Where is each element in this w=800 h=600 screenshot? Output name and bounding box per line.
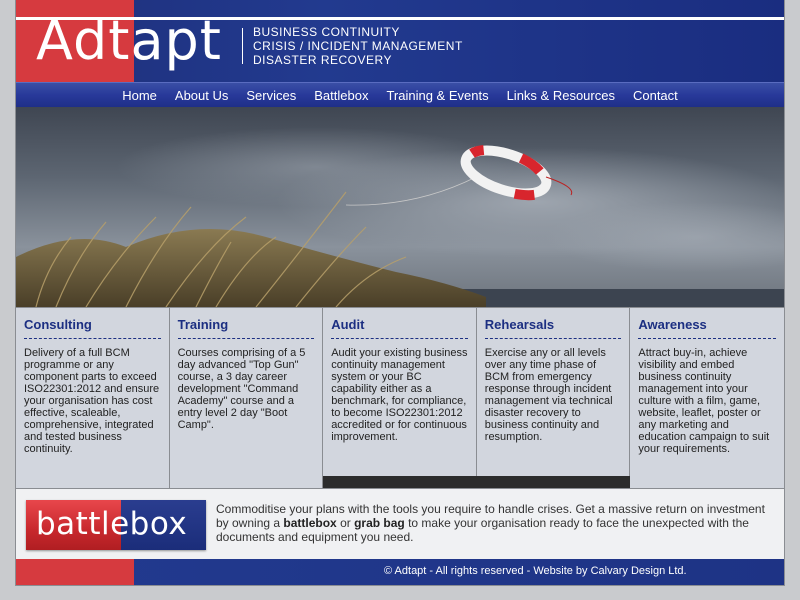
site-logo[interactable]: Adtapt [36, 9, 222, 72]
column-text: Exercise any or all levels over any time phase of BCM from emergency response through incident management via technical disaster recovery to business continuity and resumption. [484, 347, 613, 443]
battlebox-logo[interactable] [26, 500, 206, 550]
nav-links-resources[interactable]: Links & Resources [506, 87, 615, 103]
column-text: Delivery of a full BCM programme or any component parts to exceed ISO22301:2012 and ensure your organisation has cost effective, scaleable, comprehensive, integrated and tested business continuity. [24, 347, 160, 455]
column-title[interactable]: Training [178, 317, 315, 339]
battlebox-text-part: Commoditise your plans with the tools you require to handle crises. Get a massive return on investment by owning a [216, 502, 765, 530]
column-awareness [630, 308, 784, 489]
column-audit [323, 308, 477, 476]
tagline [253, 25, 463, 67]
nav-training-events[interactable]: Training & Events [386, 87, 489, 103]
column-title[interactable]: Audit [331, 317, 468, 339]
column-text: Attract buy-in, achieve visibility and embed business continuity management into your culture with a film, game, website, leaflet, poster or any marketing and education campaign to suit your requirements. [638, 347, 770, 455]
hero-lifebuoy-storm-image [16, 107, 784, 307]
column-training [170, 308, 324, 489]
column-text: Courses comprising of a 5 day advanced "Top Gun" course, a 3 day career development "Command Academy" course and a entry level 2 day "Boot Camp". [177, 347, 306, 431]
site-footer [16, 559, 784, 585]
hero-image [16, 107, 784, 307]
battlebox-text-part: to make your organisation ready to face the unexpected with the documents and equipment you need. [216, 516, 749, 544]
nav-about-us[interactable]: About Us [174, 87, 229, 103]
page [15, 0, 785, 586]
battlebox-description [216, 502, 774, 544]
column-rehearsals [477, 308, 631, 476]
tagline-line: BUSINESS CONTINUITY [253, 25, 400, 39]
column-consulting [16, 308, 170, 489]
logo-divider [242, 28, 243, 64]
column-title[interactable]: Awareness [638, 317, 776, 339]
footer-copyright: © Adtapt - All rights reserved - Website by Calvary Design Ltd. [384, 565, 687, 577]
column-title[interactable]: Consulting [24, 317, 161, 339]
site-header [16, 0, 784, 82]
battlebox-bold: battlebox [283, 516, 337, 530]
footer-red-block [16, 559, 134, 585]
tagline-line: CRISIS / INCIDENT MANAGEMENT [253, 39, 463, 53]
nav-home[interactable]: Home [122, 87, 157, 103]
tagline-line: DISASTER RECOVERY [253, 53, 392, 67]
nav-services[interactable]: Services [246, 87, 297, 103]
column-text: Audit your existing business continuity management system or your BC capability either as a benchmark, for compliance, to become ISO22301:2012 accredited or for continuous improvement. [331, 347, 468, 443]
main-nav [16, 82, 784, 108]
battlebox-promo [16, 488, 784, 561]
battlebox-logo-text: battlebox [36, 506, 188, 542]
nav-battlebox[interactable]: Battlebox [314, 87, 369, 103]
battlebox-text-part: or [336, 516, 355, 530]
nav-contact[interactable]: Contact [632, 87, 678, 103]
grab-bag-bold: grab bag [354, 516, 405, 530]
services-columns [16, 307, 784, 489]
column-title[interactable]: Rehearsals [485, 317, 622, 339]
